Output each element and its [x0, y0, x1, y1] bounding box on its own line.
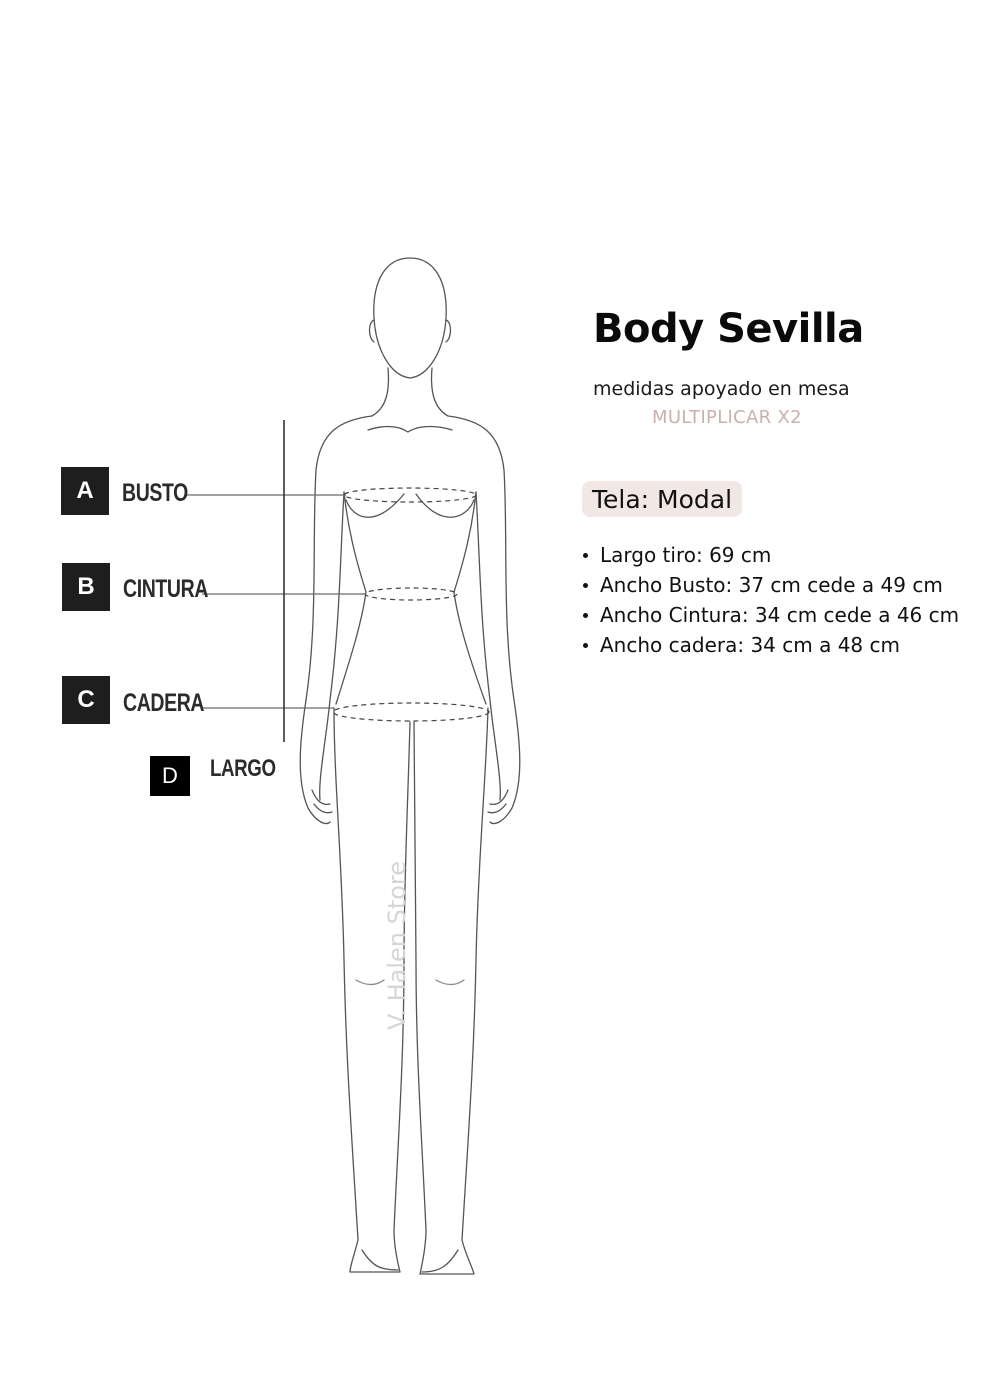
hip-measure-loop — [333, 703, 489, 721]
list-item-busto: Ancho Busto: 37 cm cede a 49 cm — [580, 570, 995, 600]
watermark: V. Halen Store — [383, 860, 411, 1030]
figure-head — [374, 258, 446, 378]
label-d-box: D — [150, 756, 190, 796]
figure-torso — [336, 492, 366, 704]
label-c-box: C — [62, 676, 110, 724]
measurement-list — [580, 540, 995, 660]
label-largo: LARGO — [210, 755, 276, 782]
label-cadera: CADERA — [123, 689, 205, 717]
waist-measure-loop — [365, 588, 457, 600]
figure-right-leg — [414, 708, 488, 1274]
product-title: Body Sevilla — [593, 306, 864, 352]
label-b-box: B — [62, 563, 110, 611]
list-item-cadera: Ancho cadera: 34 cm a 48 cm — [580, 630, 995, 660]
list-item-cintura: Ancho Cintura: 34 cm cede a 46 cm — [580, 600, 995, 630]
label-a-box: A — [61, 467, 109, 515]
label-busto: BUSTO — [122, 479, 188, 507]
bust-measure-loop — [344, 488, 476, 502]
fabric-badge: Tela: Modal — [582, 481, 742, 517]
label-cintura: CINTURA — [123, 575, 209, 603]
list-item-largo: Largo tiro: 69 cm — [580, 540, 995, 570]
multiplier-note: MULTIPLICAR X2 — [652, 407, 802, 428]
measurement-note: medidas apoyado en mesa — [593, 378, 850, 400]
